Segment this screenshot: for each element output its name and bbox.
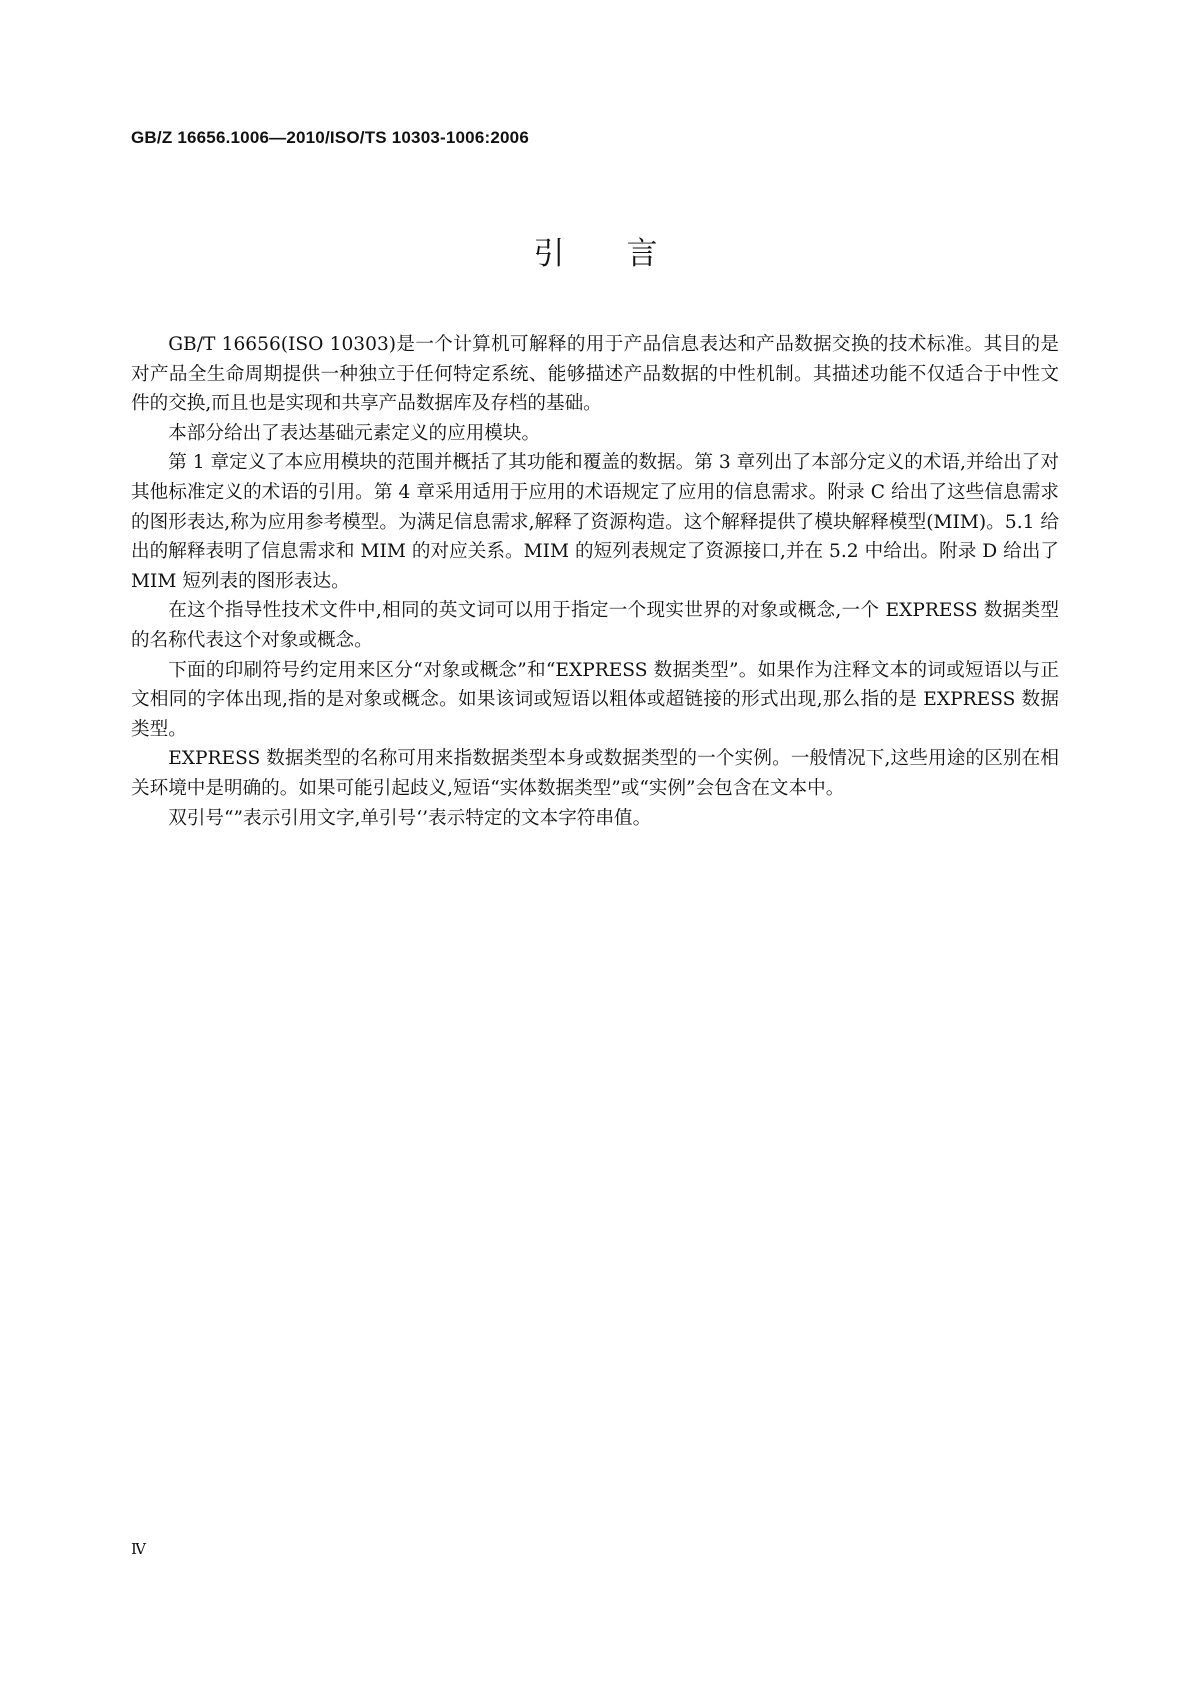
page-title: 引言: [533, 236, 720, 272]
paragraph-quote-marks: 双引号“”表示引用文字,单引号‘’表示特定的文本字符串值。: [168, 807, 652, 829]
standard-number-header: GB/Z 16656.1006—2010/ISO/TS 10303-1006:2006: [131, 128, 529, 147]
page-number: Ⅳ: [131, 1542, 146, 1558]
paragraph-typographic-conventions: 下面的印刷符号约定用来区分“对象或概念”和“EXPRESS 数据类型”。如果作为注释文本的词或短语以与正文相同的字体出现,指的是对象或概念。如果该词或短语以粗体或超链接的形式出现,那么指的是 EXPRESS 数据类型。: [131, 659, 1059, 740]
introduction-body: [131, 330, 1059, 833]
paragraph-chapter-overview: 第 1 章定义了本应用模块的范围并概括了其功能和覆盖的数据。第 3 章列出了本部分定义的术语,并给出了对其他标准定义的术语的引用。第 4 章采用适用于应用的术语规定了应用的信息需求。附录 C 给出了这些信息需求的图形表达,称为应用参考模型。为满足信息需求,解释了资源构造。这个解释提供了模块解释模型(MIM)。5.1 给出的解释表明了信息需求和 MIM 的对应关系。MIM 的短列表规定了资源接口,并在 5.2 中给出。附录 D 给出了 MIM 短列表的图形表达。: [131, 452, 1059, 592]
paragraph-intro-standard: GB/T 16656(ISO 10303)是一个计算机可解释的用于产品信息表达和产品数据交换的技术标准。其目的是对产品全生命周期提供一种独立于任何特定系统、能够描述产品数据的中性机制。其描述功能不仅适合于中性文件的交换,而且也是实现和共享产品数据库及存档的基础。: [131, 334, 1059, 415]
paragraph-express-names: EXPRESS 数据类型的名称可用来指数据类型本身或数据类型的一个实例。一般情况下,这些用途的区别在相关环境中是明确的。如果可能引起歧义,短语“实体数据类型”或“实例”会包含在文本中。: [131, 748, 1059, 799]
paragraph-english-words: 在这个指导性技术文件中,相同的英文词可以用于指定一个现实世界的对象或概念,一个 EXPRESS 数据类型的名称代表这个对象或概念。: [131, 600, 1059, 651]
paragraph-part-purpose: 本部分给出了表达基础元素定义的应用模块。: [168, 422, 541, 444]
